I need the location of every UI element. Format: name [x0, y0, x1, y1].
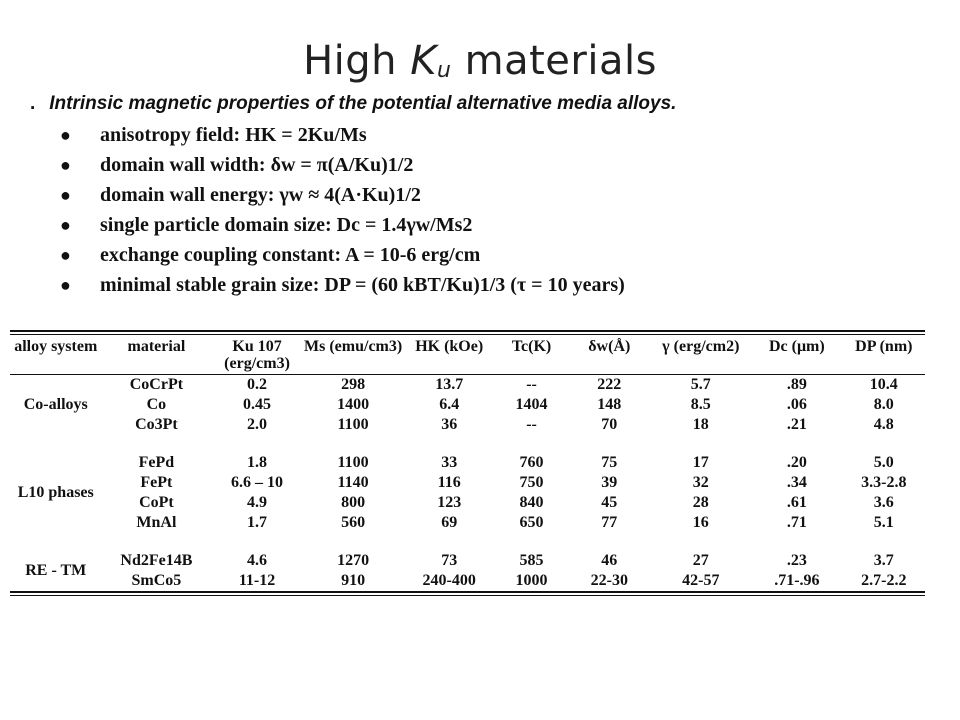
value-cell: 4.6 [247, 552, 268, 569]
value-cell: -- [526, 376, 537, 393]
value-cell: 22-30 [590, 572, 628, 589]
material-cell: Nd2Fe14B [120, 552, 193, 569]
bullet-text: single particle domain size: Dc = 1.4γw/Ms2 [100, 214, 473, 236]
material-cell: Co [146, 396, 167, 413]
value-cell: 116 [437, 474, 461, 491]
value-cell: 1400 [337, 396, 370, 413]
list-item [60, 150, 625, 180]
value-cell: 1100 [337, 454, 369, 471]
intro-dot: . [30, 93, 36, 114]
table-header-cell: DP (nm) [855, 338, 913, 355]
value-cell: 10.4 [869, 376, 898, 393]
value-cell: 33 [441, 454, 458, 471]
table-row [10, 551, 925, 571]
value-cell: 1.7 [247, 514, 268, 531]
group-label: L10 phases [17, 484, 94, 501]
bullet-icon: ● [60, 245, 71, 265]
value-cell: .71-.96 [774, 572, 820, 589]
properties-table [10, 330, 925, 596]
value-cell: 6.6 – 10 [231, 474, 284, 491]
material-cell: Co3Pt [135, 416, 178, 433]
value-cell: 840 [519, 494, 544, 511]
intro-text: Intrinsic magnetic properties of the potential alternative media alloys. [49, 93, 677, 114]
value-cell: 1270 [337, 552, 370, 569]
table-row [10, 571, 925, 591]
value-cell: 1.8 [247, 454, 268, 471]
slide-title [0, 38, 960, 84]
list-item [60, 210, 625, 240]
value-cell: 32 [692, 474, 709, 491]
bullet-text: minimal stable grain size: DP = (60 kBT/Ku)1/3 (τ = 10 years) [100, 274, 625, 296]
title-post: materials [451, 38, 657, 84]
value-cell: 1140 [337, 474, 369, 491]
table-row [10, 493, 925, 513]
title-sub: u [436, 58, 452, 83]
value-cell: 750 [519, 474, 544, 491]
value-cell: .71 [786, 514, 807, 531]
value-cell: 70 [601, 416, 618, 433]
table-header-cell: HK (kOe) [415, 338, 484, 355]
value-cell: .20 [786, 454, 807, 471]
value-cell: 8.5 [690, 396, 711, 413]
value-cell: 39 [601, 474, 618, 491]
value-cell: 123 [437, 494, 462, 511]
table-header-cell: Ku 107 (erg/cm3) [224, 338, 290, 372]
value-cell: .23 [786, 552, 807, 569]
table-row [10, 453, 925, 473]
material-cell: CoPt [139, 494, 174, 511]
list-item [60, 270, 625, 300]
value-cell: 77 [601, 514, 618, 531]
value-cell: 0.45 [243, 396, 272, 413]
material-cell: SmCo5 [131, 572, 182, 589]
value-cell: 69 [441, 514, 458, 531]
value-cell: 11-12 [238, 572, 276, 589]
table-header-cell: Ms (emu/cm3) [304, 338, 403, 355]
value-cell: 760 [519, 454, 544, 471]
value-cell: 240-400 [422, 572, 476, 589]
value-cell: 17 [692, 454, 709, 471]
value-cell: 45 [601, 494, 618, 511]
value-cell: 3.7 [873, 552, 894, 569]
data-table [10, 335, 925, 591]
value-cell: .21 [786, 416, 807, 433]
table-header-row [10, 335, 925, 375]
value-cell: 3.3-2.8 [861, 474, 907, 491]
table-row [10, 375, 925, 396]
value-cell: 8.0 [873, 396, 894, 413]
value-cell: 13.7 [435, 376, 464, 393]
table-row [10, 395, 925, 415]
material-cell: FePt [140, 474, 173, 491]
group-spacer [10, 533, 925, 551]
value-cell: 585 [519, 552, 544, 569]
title-pre: High [303, 38, 411, 84]
value-cell: 800 [341, 494, 366, 511]
bullet-icon: ● [60, 275, 71, 295]
value-cell: 1000 [515, 572, 548, 589]
value-cell: 222 [597, 376, 622, 393]
value-cell: .06 [786, 396, 807, 413]
value-cell: 5.0 [873, 454, 894, 471]
value-cell: 1100 [337, 416, 369, 433]
bullet-text: anisotropy field: HK = 2Ku/Ms [100, 124, 367, 146]
value-cell: 75 [601, 454, 618, 471]
value-cell: -- [526, 416, 537, 433]
value-cell: 16 [692, 514, 709, 531]
value-cell: 18 [692, 416, 709, 433]
value-cell: 298 [341, 376, 366, 393]
list-item [60, 120, 625, 150]
table-bottom-rule [10, 591, 925, 596]
property-list [60, 120, 625, 300]
bullet-text: domain wall energy: γw ≈ 4(A·Ku)1/2 [100, 184, 421, 206]
value-cell: 910 [341, 572, 366, 589]
value-cell: 5.1 [873, 514, 894, 531]
bullet-icon: ● [60, 215, 71, 235]
group-label: Co-alloys [23, 396, 88, 413]
value-cell: 4.8 [873, 416, 894, 433]
table-body [10, 375, 925, 592]
value-cell: .34 [786, 474, 807, 491]
value-cell: 0.2 [247, 376, 268, 393]
bullet-text: domain wall width: δw = π(A/Ku)1/2 [100, 154, 414, 176]
value-cell: 5.7 [690, 376, 711, 393]
bullet-icon: ● [60, 155, 71, 175]
material-cell: CoCrPt [129, 376, 184, 393]
value-cell: 650 [519, 514, 544, 531]
table-header-cell: γ (erg/cm2) [662, 338, 740, 355]
value-cell: 27 [692, 552, 709, 569]
value-cell: 560 [341, 514, 366, 531]
list-item [60, 180, 625, 210]
value-cell: 73 [441, 552, 458, 569]
table-header-cell: material [127, 338, 186, 355]
value-cell: 36 [441, 416, 458, 433]
value-cell: 2.7-2.2 [861, 572, 907, 589]
value-cell: 4.9 [247, 494, 268, 511]
intro-line [30, 93, 676, 115]
table-header-cell: δw(Å) [588, 338, 631, 355]
value-cell: 2.0 [247, 416, 268, 433]
table-header-cell: Tc(K) [511, 338, 552, 355]
value-cell: 1404 [515, 396, 548, 413]
value-cell: .89 [786, 376, 807, 393]
title-k: K [410, 38, 437, 84]
value-cell: 148 [597, 396, 622, 413]
table-header-cell: alloy system [14, 338, 98, 355]
value-cell: 3.6 [873, 494, 894, 511]
group-spacer [10, 435, 925, 453]
value-cell: 28 [692, 494, 709, 511]
table-row [10, 473, 925, 493]
bullet-icon: ● [60, 125, 71, 145]
value-cell: .61 [786, 494, 807, 511]
value-cell: 6.4 [439, 396, 460, 413]
group-label: RE - TM [25, 562, 87, 579]
value-cell: 46 [601, 552, 618, 569]
table-row [10, 513, 925, 533]
table-header-cell: Dc (μm) [769, 338, 825, 355]
bullet-icon: ● [60, 185, 71, 205]
bullet-text: exchange coupling constant: A = 10-6 erg/cm [100, 244, 481, 266]
table-row [10, 415, 925, 435]
material-cell: MnAl [136, 514, 177, 531]
material-cell: FePd [138, 454, 175, 471]
list-item [60, 240, 625, 270]
value-cell: 42-57 [682, 572, 720, 589]
